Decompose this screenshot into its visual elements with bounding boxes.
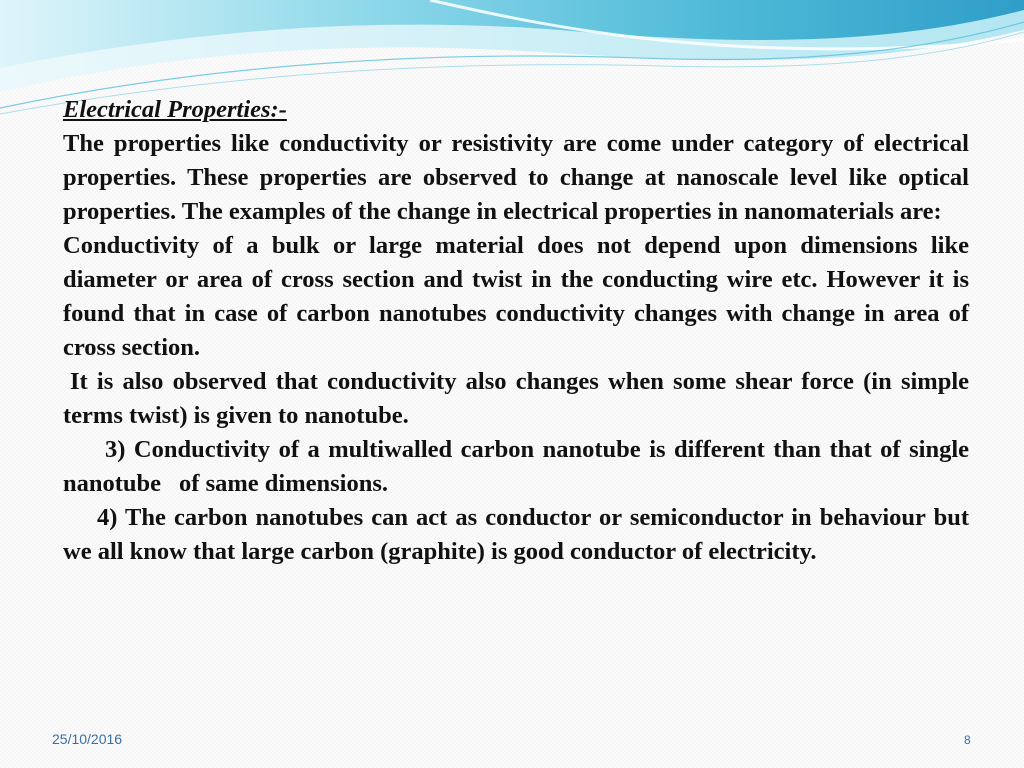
point-3-text: 3) Conductivity of a multiwalled carbon nanotube is different than that of single nanotube: [63, 436, 969, 497]
slide-body: [63, 93, 969, 569]
point-3-tail: of same dimensions.: [179, 470, 388, 497]
paragraph-point-4: 4) The carbon nanotubes can act as conductor or semiconductor in behaviour but we all know that large carbon (graphite) is good conductor of electricity.: [63, 504, 969, 565]
heading-text: Electrical Properties:-: [63, 96, 287, 123]
paragraph-point-3: [63, 433, 969, 501]
paragraph-shear-force: It is also observed that conductivity also changes when some shear force (in simple terms twist) is given to nanotube.: [63, 368, 969, 429]
paragraph-intro: The properties like conductivity or resistivity are come under category of electrical properties. These properties are observed to change at nanoscale level like optical properties. The examples of the change in electrical properties in nanomaterials are:: [63, 130, 969, 225]
footer-date: 25/10/2016: [52, 731, 123, 747]
paragraph-bulk-conductivity: Conductivity of a bulk or large material does not depend upon dimensions like diameter or area of cross section and twist in the conducting wire etc. However it is found that in case of carbon nanotubes conductivity changes with change in area of cross section.: [63, 232, 969, 361]
page-number: 8: [964, 733, 971, 747]
section-heading: [63, 93, 969, 127]
